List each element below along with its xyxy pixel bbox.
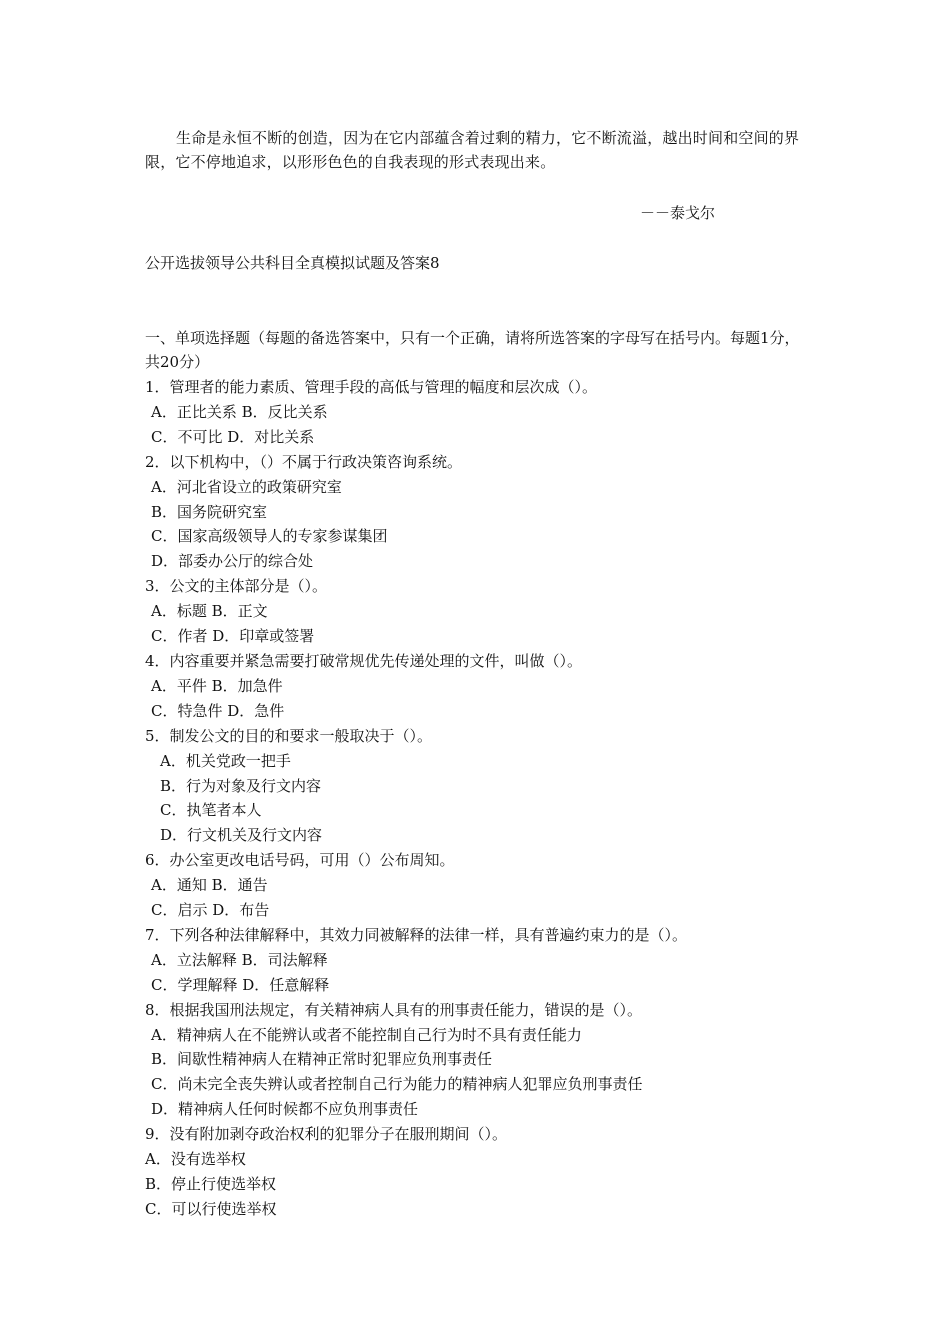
question-option: C．不可比 D．对比关系 [151,427,315,446]
question-option: C．启示 D．布告 [151,901,270,920]
question-option: D．精神病人任何时候都不应负刑事责任 [151,1100,419,1119]
question-stem: 6．办公室更改电话号码，可用（）公布周知。 [145,851,455,870]
question-option: D．行文机关及行文内容 [160,826,323,845]
section-heading: 一、单项选择题（每题的备选答案中，只有一个正确，请将所选答案的字母写在括号内。每题1分，共20分） [145,329,800,371]
question-stem: 7．下列各种法律解释中，其效力同被解释的法律一样，具有普遍约束力的是（）。 [145,925,688,944]
question-7 [145,923,810,998]
question-section [145,326,810,1222]
question-9 [145,1122,810,1222]
question-stem: 4．内容重要并紧急需要打破常规优先传递处理的文件，叫做（）。 [145,651,583,670]
question-option: A．平件 B．加急件 [151,676,283,695]
epigraph-quote: 生命是永恒不断的创造，因为在它内部蕴含着过剩的精力，它不断流溢，越出时间和空间的界限，它不停地追求，以形形色色的自我表现的形式表现出来。 [145,129,800,171]
question-option: C．尚未完全丧失辨认或者控制自己行为能力的精神病人犯罪应负刑事责任 [151,1075,643,1094]
question-option: A．没有选举权 [145,1150,246,1169]
question-option: B．停止行使选举权 [145,1175,277,1193]
question-stem: 9．没有附加剥夺政治权利的犯罪分子在服刑期间（）。 [145,1125,508,1144]
question-4 [145,649,810,724]
question-2 [145,450,810,575]
question-option: A．河北省设立的政策研究室 [151,477,342,496]
question-6 [145,848,810,923]
document-title: 公开选拔领导公共科目全真模拟试题及答案8 [145,254,440,272]
question-stem: 8．根据我国刑法规定，有关精神病人具有的刑事责任能力，错误的是（）。 [145,1000,643,1019]
question-3 [145,574,810,649]
question-option: C．作者 D．印章或签署 [151,627,315,646]
question-option: B．间歇性精神病人在精神正常时犯罪应负刑事责任 [151,1050,493,1069]
question-option: A．立法解释 B．司法解释 [151,950,328,969]
question-option: A．精神病人在不能辨认或者不能控制自己行为时不具有责任能力 [151,1025,582,1044]
question-option: B．国务院研究室 [151,502,268,521]
question-option: C．执笔者本人 [160,801,262,820]
question-5 [145,724,810,849]
question-stem: 1．管理者的能力素质、管理手段的高低与管理的幅度和层次成（）。 [145,378,598,396]
question-8 [145,998,810,1123]
question-stem: 3．公文的主体部分是（）。 [145,577,328,596]
question-option: A．标题 B．正文 [151,602,268,621]
question-stem: 2．以下机构中，（）不属于行政决策咨询系统。 [145,452,463,471]
question-option: C．可以行使选举权 [145,1199,277,1218]
question-option: C．特急件 D．急件 [151,701,285,720]
question-option: C．学理解释 D．任意解释 [151,975,330,994]
question-option: A．通知 B．通告 [151,876,268,895]
question-option: C．国家高级领导人的专家参谋集团 [151,527,388,546]
question-option: A．正比关系 B．反比关系 [151,402,328,421]
epigraph-author: －－泰戈尔 [640,204,716,222]
question-1 [145,375,810,450]
question-option: A．机关党政一把手 [160,751,291,770]
question-option: B．行为对象及行文内容 [160,776,322,795]
question-option: D．部委办公厅的综合处 [151,552,314,571]
question-stem: 5．制发公文的目的和要求一般取决于（）。 [145,726,433,745]
